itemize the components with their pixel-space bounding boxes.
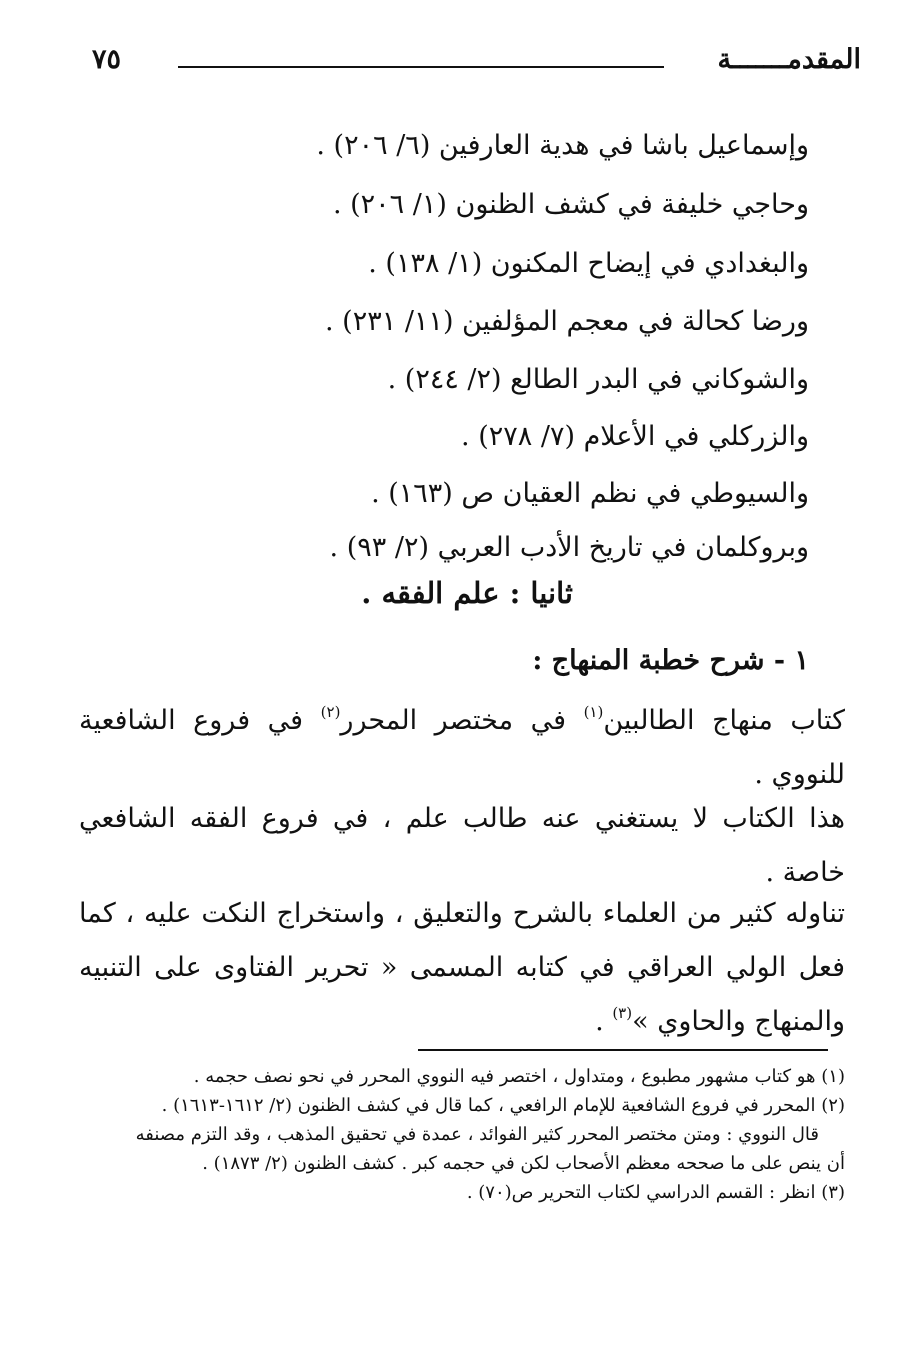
running-header-title: المقدمـــــــة <box>717 44 861 75</box>
paragraph-text: في مختصر المحرر <box>340 705 584 736</box>
page-number: ٧٥ <box>92 44 122 75</box>
reference-line: والزركلي في الأعلام (٧/ ٢٧٨) . <box>461 421 809 452</box>
section-heading: ثانيا : علم الفقه . <box>361 576 573 610</box>
footnote-marker: (٣) <box>612 1004 633 1022</box>
footnote-separator <box>418 1049 828 1051</box>
paragraph-text: . <box>595 1006 613 1037</box>
footnote-marker: (١) <box>583 703 604 721</box>
footnote: (١) هو كتاب مشهور مطبوع ، ومتداول ، اختصر فيه النووي المحرر في نحو نصف حجمه . <box>193 1066 845 1087</box>
paragraph-text: تناوله كثير من العلماء بالشرح والتعليق ، واستخراج النكت عليه ، كما فعل الولي العراقي في كتابه المسمى « تحرير الفتاوى على التنبيه والمنهاج والحاوي » <box>79 898 845 1037</box>
paragraph-text: كتاب منهاج الطالبين <box>603 705 845 736</box>
header-rule <box>178 66 664 68</box>
paragraph-importance: هذا الكتاب لا يستغني عنه طالب علم ، في فروع الفقه الشافعي خاصة . <box>79 803 845 888</box>
paragraph-minhaj <box>79 694 845 802</box>
footnotes <box>75 1062 845 1207</box>
paragraph-commentaries <box>79 887 845 1049</box>
reference-line: وبروكلمان في تاريخ الأدب العربي (٢/ ٩٣) . <box>329 532 809 563</box>
footnote-continuation: أن ينص على ما صححه معظم الأصحاب لكن في حجمه كبر . كشف الظنون (٢/ ١٨٧٣) . <box>202 1153 845 1174</box>
footnote-continuation: قال النووي : ومتن مختصر المحرر كثير الفوائد ، عمدة في تحقيق المذهب ، وقد التزم مصنفه <box>135 1124 819 1145</box>
reference-line: والسيوطي في نظم العقيان ص (١٦٣) . <box>371 478 809 509</box>
paragraph-text: في فروع الشافعية للنووي . <box>79 705 845 790</box>
reference-line: وإسماعيل باشا في هدية العارفين (٦/ ٢٠٦) . <box>316 130 809 161</box>
sub-heading: ١ - شرح خطبة المنهاج : <box>532 645 809 676</box>
footnote: (٣) انظر : القسم الدراسي لكتاب التحرير ص(٧٠) . <box>466 1182 845 1203</box>
footnote-marker: (٢) <box>320 703 341 721</box>
reference-line: وحاجي خليفة في كشف الظنون (١/ ٢٠٦) . <box>332 189 809 220</box>
reference-line: والبغدادي في إيضاح المكنون (١/ ١٣٨) . <box>368 248 809 279</box>
footnote: (٢) المحرر في فروع الشافعية للإمام الرافعي ، كما قال في كشف الظنون (٢/ ١٦١٢-١٦١٣) . <box>161 1095 845 1116</box>
reference-line: ورضا كحالة في معجم المؤلفين (١١/ ٢٣١) . <box>325 306 809 337</box>
reference-line: والشوكاني في البدر الطالع (٢/ ٢٤٤) . <box>387 364 809 395</box>
